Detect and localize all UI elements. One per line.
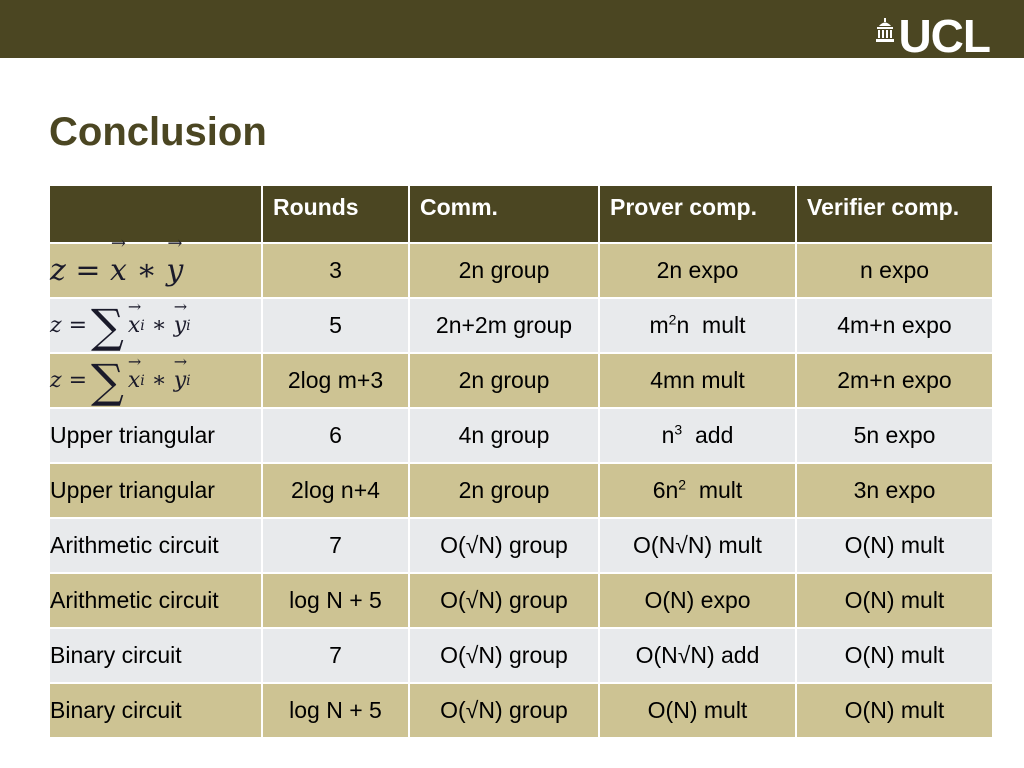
formula-sum-product: z = ∑ → x i ∗ → y i bbox=[50, 306, 191, 346]
cell-prover: $m^2n$ mult bbox=[599, 298, 796, 353]
table-row bbox=[49, 573, 993, 628]
table-row bbox=[49, 353, 993, 408]
logo-wordmark: UCL bbox=[898, 10, 990, 62]
table-row bbox=[49, 628, 993, 683]
slide-title: Conclusion bbox=[49, 110, 267, 154]
row-label: Upper triangular bbox=[49, 463, 262, 518]
table-row bbox=[49, 408, 993, 463]
row-label-formula bbox=[49, 243, 262, 298]
cell-comm: 2n group bbox=[409, 243, 599, 298]
row-label: Binary circuit bbox=[49, 683, 262, 738]
row-label: Arithmetic circuit bbox=[49, 573, 262, 628]
cell-rounds: 5 bbox=[262, 298, 409, 353]
header-comm: Comm. bbox=[409, 185, 599, 243]
formula-inner-product: z = → x ∗ → y bbox=[50, 253, 183, 288]
cell-comm: 2n+2m group bbox=[409, 298, 599, 353]
cell-rounds: 7 bbox=[262, 628, 409, 683]
cell-prover: O(N√N) add bbox=[599, 628, 796, 683]
top-banner bbox=[0, 0, 1024, 62]
cell-prover: O(N) expo bbox=[599, 573, 796, 628]
table-row bbox=[49, 243, 993, 298]
header-rounds: Rounds bbox=[262, 185, 409, 243]
row-label: Arithmetic circuit bbox=[49, 518, 262, 573]
cell-rounds: 2log n+4 bbox=[262, 463, 409, 518]
cell-rounds: 2log m+3 bbox=[262, 353, 409, 408]
table-row bbox=[49, 463, 993, 518]
row-label: Binary circuit bbox=[49, 628, 262, 683]
cell-verifier: O(N) mult bbox=[796, 573, 993, 628]
cell-comm: 4n group bbox=[409, 408, 599, 463]
cell-comm: O(√N) group bbox=[409, 683, 599, 738]
comparison-table bbox=[48, 184, 994, 739]
cell-verifier: n expo bbox=[796, 243, 993, 298]
cell-rounds: log N + 5 bbox=[262, 573, 409, 628]
cell-comm: O(√N) group bbox=[409, 628, 599, 683]
cell-verifier: 3n expo bbox=[796, 463, 993, 518]
cell-verifier: O(N) mult bbox=[796, 518, 993, 573]
table-row bbox=[49, 298, 993, 353]
cell-prover: O(N) mult bbox=[599, 683, 796, 738]
cell-comm: O(√N) group bbox=[409, 518, 599, 573]
row-label: Upper triangular bbox=[49, 408, 262, 463]
cell-rounds: 6 bbox=[262, 408, 409, 463]
cell-rounds: 7 bbox=[262, 518, 409, 573]
table-row bbox=[49, 683, 993, 738]
header-prover: Prover comp. bbox=[599, 185, 796, 243]
table-row bbox=[49, 518, 993, 573]
header-verifier: Verifier comp. bbox=[796, 185, 993, 243]
cell-verifier: O(N) mult bbox=[796, 628, 993, 683]
ucl-logo bbox=[876, 10, 990, 62]
header-empty bbox=[49, 185, 262, 243]
cell-prover: $6n^2$ mult bbox=[599, 463, 796, 518]
formula-sum-product: z = ∑ → x i ∗ → y i bbox=[50, 361, 191, 401]
cell-verifier: O(N) mult bbox=[796, 683, 993, 738]
cell-prover: $n^3$ add bbox=[599, 408, 796, 463]
cell-comm: O(√N) group bbox=[409, 573, 599, 628]
cell-rounds: 3 bbox=[262, 243, 409, 298]
cell-prover: 2n expo bbox=[599, 243, 796, 298]
cell-verifier: 5n expo bbox=[796, 408, 993, 463]
cell-verifier: 4m+n expo bbox=[796, 298, 993, 353]
cell-prover: O(N√N) mult bbox=[599, 518, 796, 573]
cell-comm: 2n group bbox=[409, 353, 599, 408]
cell-comm: 2n group bbox=[409, 463, 599, 518]
row-label-formula bbox=[49, 353, 262, 408]
cell-verifier: 2m+n expo bbox=[796, 353, 993, 408]
cell-rounds: log N + 5 bbox=[262, 683, 409, 738]
table-header-row bbox=[49, 185, 993, 243]
cell-prover: 4mn mult bbox=[599, 353, 796, 408]
portico-icon bbox=[876, 18, 894, 42]
row-label-formula bbox=[49, 298, 262, 353]
